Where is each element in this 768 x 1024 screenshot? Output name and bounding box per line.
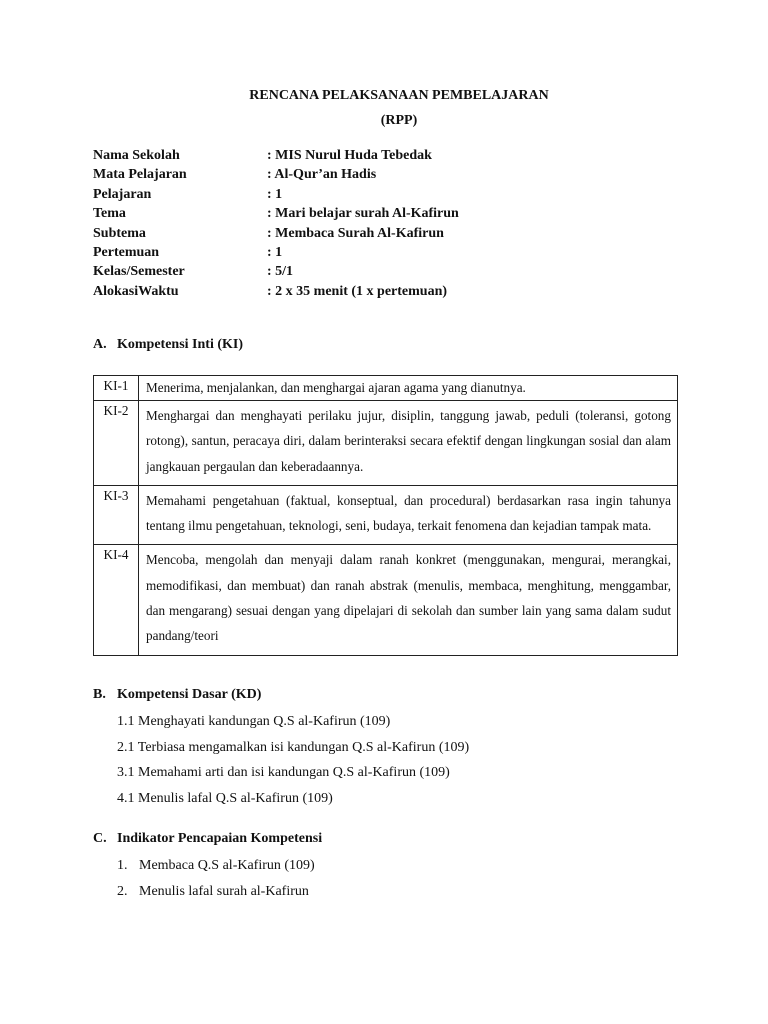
section-b-heading: [93, 687, 261, 703]
table-row: [94, 545, 678, 655]
section-letter: A.: [93, 337, 107, 352]
info-label: Subtema: [93, 225, 146, 241]
section-title: Kompetensi Inti (KI): [117, 337, 243, 352]
info-value: : 5/1: [267, 264, 294, 280]
list-text: Menulis lafal surah al-Kafirun: [139, 883, 309, 899]
kompetensi-inti-table: [93, 375, 678, 656]
info-value: : Al-Qur’an Hadis: [267, 167, 377, 183]
info-label: Mata Pelajaran: [93, 167, 187, 183]
document-subtitle: (RPP): [380, 113, 418, 128]
info-label: Kelas/Semester: [93, 264, 185, 280]
info-value: : MIS Nurul Huda Tebedak: [267, 148, 432, 163]
list-item: 1.1 Menghayati kandungan Q.S al-Kafirun (109): [117, 714, 391, 729]
ki-code: KI-1: [94, 376, 139, 401]
section-letter: C.: [93, 831, 107, 846]
list-item: 4.1 Menulis lafal Q.S al-Kafirun (109): [117, 790, 333, 806]
kompetensi-dasar-list: [117, 711, 469, 813]
list-number: 2.: [117, 883, 128, 899]
info-label: AlokasiWaktu: [93, 283, 179, 299]
list-text: Membaca Q.S al-Kafirun (109): [139, 858, 315, 873]
info-row-pertemuan: [93, 243, 459, 262]
info-label: Pertemuan: [93, 244, 160, 260]
info-value: : 2 x 35 menit (1 x pertemuan): [267, 283, 448, 299]
info-value: : Mari belajar surah Al-Kafirun: [267, 206, 459, 222]
ki-text: Mencoba, mengolah dan menyaji dalam ranah konkret (menggunakan, mengurai, merangkai, memodifikasi, dan membuat) dan ranah abstrak (menulis, membaca, menghitung, menggambar, dan mengarang) sesuai dengan yang dipelajari di sekolah dan sumber lain yang sama dalam sudut pandang/teori: [139, 545, 678, 655]
info-row-mata-pelajaran: [93, 165, 459, 184]
info-value: : Membaca Surah Al-Kafirun: [267, 225, 444, 241]
info-label: Nama Sekolah: [93, 148, 180, 163]
list-number: 1.: [117, 858, 128, 873]
info-row-nama-sekolah: [93, 146, 459, 165]
section-c-heading: [93, 831, 322, 847]
info-row-subtema: [93, 224, 459, 243]
info-value: : 1: [267, 244, 283, 260]
list-item: 3.1 Memahami arti dan isi kandungan Q.S al-Kafirun (109): [117, 765, 450, 780]
info-label: Pelajaran: [93, 186, 152, 202]
ki-text: Memahami pengetahuan (faktual, konseptual, dan procedural) berdasarkan rasa ingin tahunya tentang ilmu pengetahuan, teknologi, seni, budaya, terkait fenomena dan kejadian tampak mata.: [139, 485, 678, 545]
table-row: [94, 401, 678, 486]
section-a-heading: [93, 337, 243, 353]
ki-code: KI-3: [94, 485, 139, 545]
document-title: RENCANA PELAKSANAAN PEMBELAJARAN: [249, 88, 549, 103]
list-item: [117, 881, 315, 907]
list-item: 2.1 Terbiasa mengamalkan isi kandungan Q.S al-Kafirun (109): [117, 739, 470, 755]
list-item: [117, 855, 315, 881]
ki-code: KI-2: [94, 401, 139, 486]
identity-block: [93, 146, 459, 301]
info-value: : 1: [267, 186, 283, 202]
section-title: Kompetensi Dasar (KD): [117, 687, 262, 702]
info-label: Tema: [93, 206, 126, 222]
info-row-tema: [93, 204, 459, 223]
table-row: [94, 485, 678, 545]
ki-text: Menghargai dan menghayati perilaku jujur, disiplin, tanggung jawab, peduli (toleransi, gotong rotong), santun, peracaya diri, dalam berinteraksi secara efektif dengan lingkungan sosial dan alam jangkauan pergaulan dan keberadaannya.: [139, 401, 678, 486]
indikator-list: [117, 855, 315, 906]
section-letter: B.: [93, 687, 106, 702]
info-row-pelajaran: [93, 185, 459, 204]
section-title: Indikator Pencapaian Kompetensi: [117, 831, 323, 846]
ki-code: KI-4: [94, 545, 139, 655]
info-row-alokasi-waktu: [93, 282, 459, 301]
ki-text: Menerima, menjalankan, dan menghargai ajaran agama yang dianutnya.: [139, 376, 678, 401]
info-row-kelas-semester: [93, 262, 459, 281]
table-row: [94, 376, 678, 401]
